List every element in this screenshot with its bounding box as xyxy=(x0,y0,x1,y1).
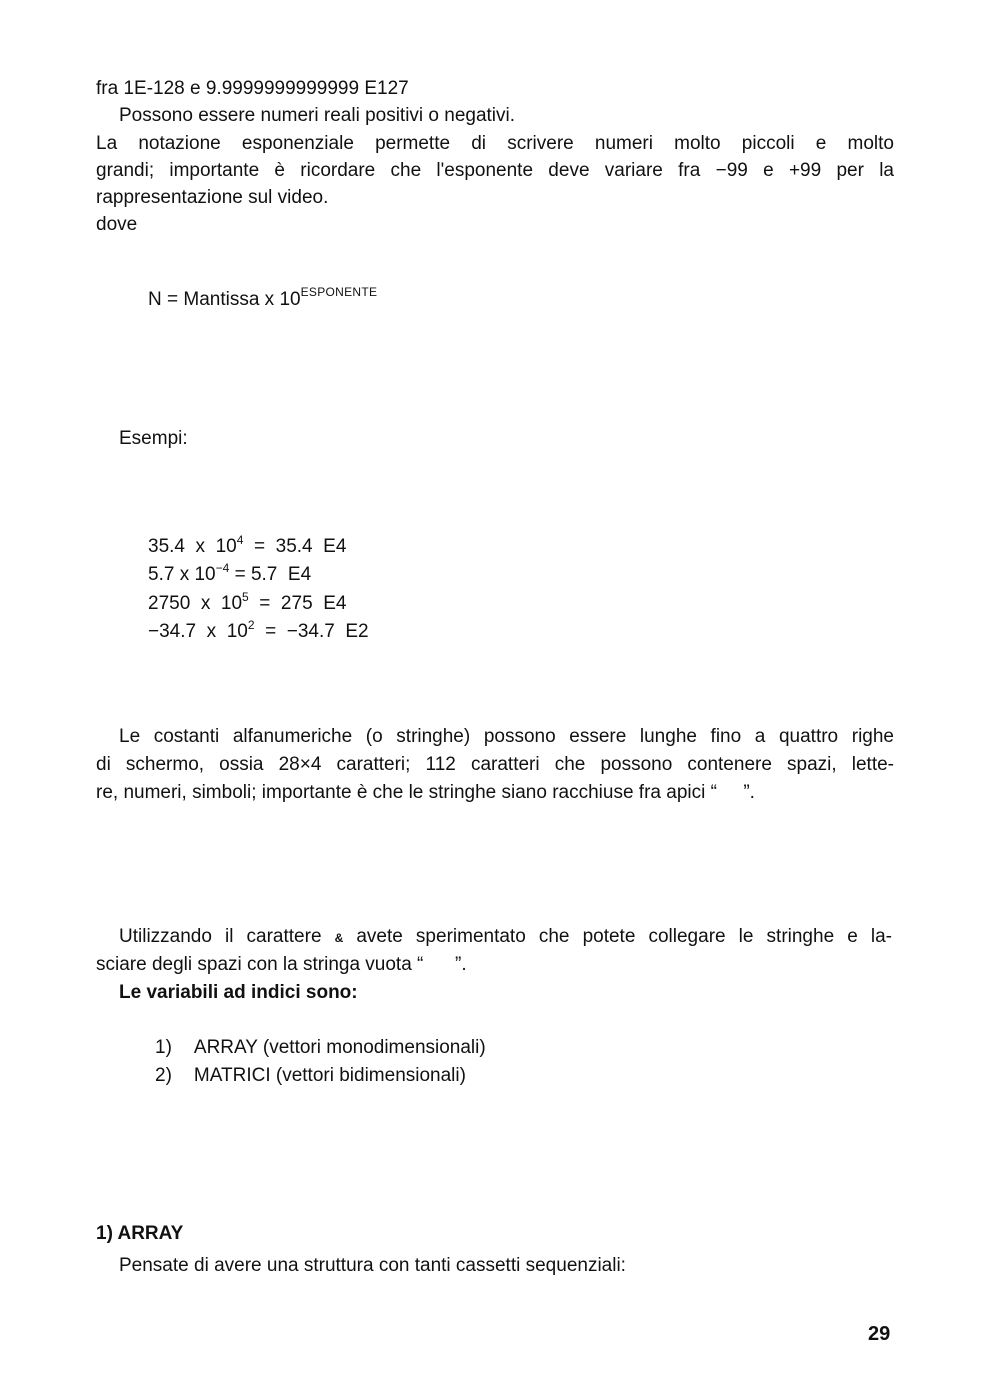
esempi-label: Esempi: xyxy=(119,428,188,449)
dove-line: dove xyxy=(96,214,138,235)
concat-para-line-1: Utilizzando il carattere & avete sperimentato che potete collegare le stringhe e la- xyxy=(119,926,892,947)
mantissa-formula xyxy=(148,285,378,310)
exponent-text-line-1: La notazione esponenziale permette di scrivere numeri molto piccoli e molto xyxy=(96,133,894,154)
sign-line: Possono essere numeri reali positivi o negativi. xyxy=(119,105,516,126)
page-number: 29 xyxy=(868,1323,891,1345)
ampersand-char: & xyxy=(334,931,344,945)
example-line: −34.7 x $10^2 = -34.7$ E2 xyxy=(148,618,369,642)
exponent-text-line-3: rappresentazione sul video. xyxy=(96,187,329,208)
list-item: 2) MATRICI (vettori bidimensionali) xyxy=(155,1065,466,1086)
indexed-heading: Le variabili ad indici sono: xyxy=(119,982,358,1003)
array-heading: 1) ARRAY xyxy=(96,1223,184,1244)
concat-para-line-2: sciare degli spazi con la stringa vuota “ ”. xyxy=(96,954,467,975)
exponent-text-line-2: grandi; importante è ricordare che l'esponente deve variare fra −99 e +99 per la xyxy=(96,160,894,181)
formula-exponent: ESPONENTE xyxy=(300,285,378,299)
example-line: 35.4 x $10^4 = 35.4$ E4 xyxy=(148,533,347,557)
array-intro: Pensate di avere una struttura con tanti cassetti sequenziali: xyxy=(119,1255,626,1276)
formula-base: N = Mantissa x 10 xyxy=(148,289,301,310)
strings-para-line-3: re, numeri, simboli; importante è che le stringhe siano racchiuse fra apici “ ”. xyxy=(96,782,755,803)
example-line: 5.7 x $10^{-4} = 5.7$ E4 xyxy=(148,561,312,585)
strings-para-line-1: Le costanti alfanumeriche (o stringhe) possono essere lunghe fino a quattro righe xyxy=(119,726,894,747)
strings-para-line-2: di schermo, ossia 28×4 caratteri; 112 caratteri che possono contenere spazi, lette- xyxy=(96,754,894,775)
example-line: 2750 x $10^5 = 275$ E4 xyxy=(148,590,347,614)
range-line: fra 1E-128 e 9.9999999999999 E127 xyxy=(96,78,409,99)
list-item: 1) ARRAY (vettori monodimensionali) xyxy=(155,1037,486,1058)
